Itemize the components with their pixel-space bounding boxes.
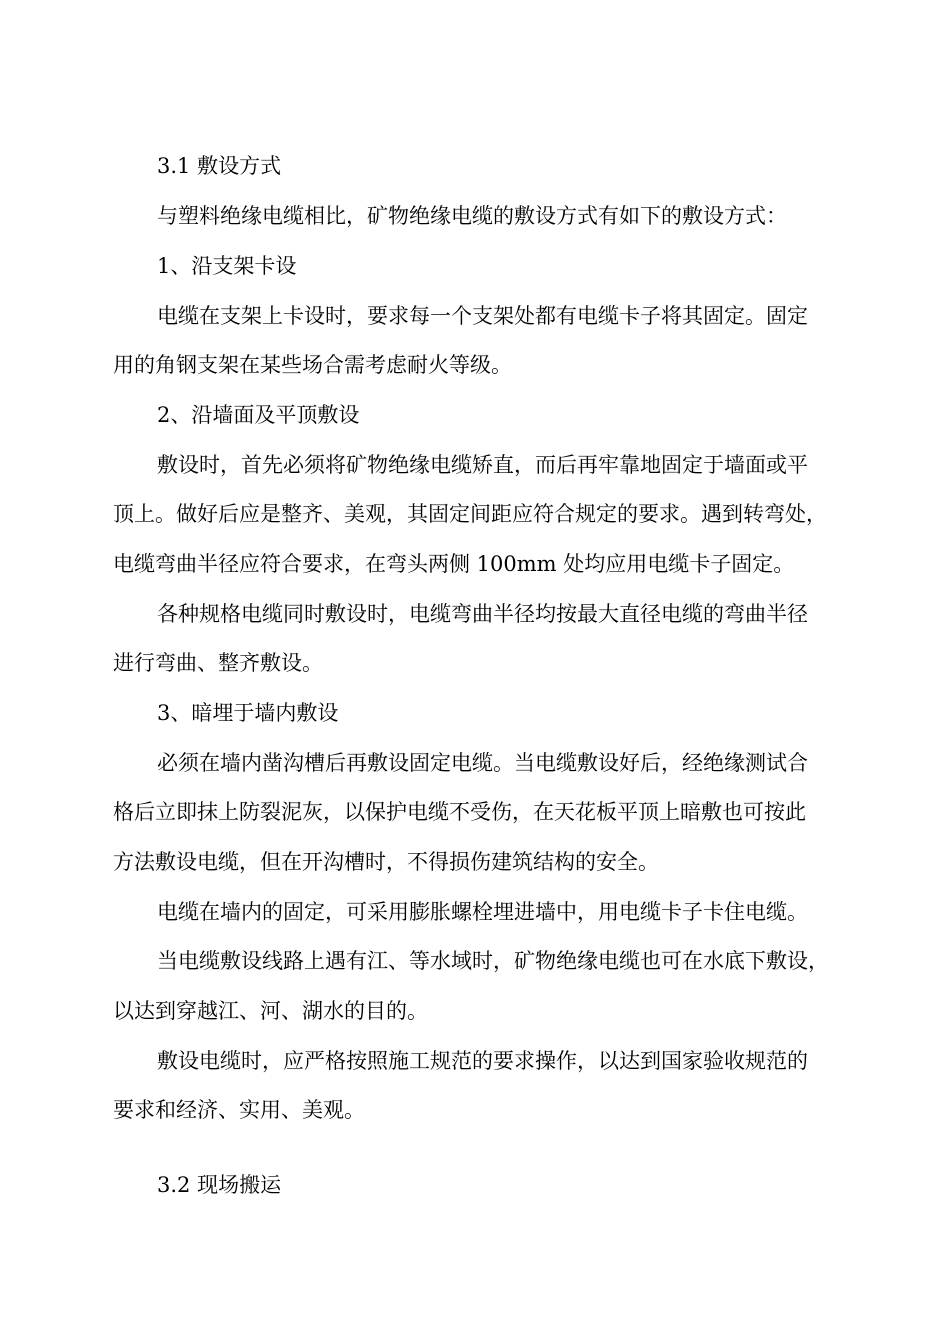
paragraph-line: 用的角钢支架在某些场合需考虑耐火等级。 bbox=[113, 353, 512, 377]
paragraph-line: 敷设时，首先必须将矿物绝缘电缆矫直，而后再牢靠地固定于墙面或平 bbox=[157, 453, 808, 477]
paragraph-line: 方法敷设电缆，但在开沟槽时，不得损伤建筑结构的安全。 bbox=[113, 850, 659, 874]
item-title: 1、沿支架卡设 bbox=[157, 254, 297, 278]
paragraph-line: 顶上。做好后应是整齐、美观，其固定间距应符合规定的要求。遇到转弯处， bbox=[113, 502, 827, 526]
paragraph-line: 当电缆敷设线路上遇有江、等水域时，矿物绝缘电缆也可在水底下敷设， bbox=[157, 949, 829, 973]
paragraph-line: 电缆在支架上卡设时，要求每一个支架处都有电缆卡子将其固定。固定 bbox=[157, 304, 808, 328]
paragraph-line: 格后立即抹上防裂泥灰，以保护电缆不受伤，在天花板平顶上暗敷也可按此 bbox=[113, 800, 806, 824]
paragraph-line: 必须在墙内凿沟槽后再敷设固定电缆。当电缆敷设好后，经绝缘测试合 bbox=[157, 751, 808, 775]
section-heading: 3.2 现场搬运 bbox=[157, 1173, 282, 1197]
paragraph-line: 进行弯曲、整齐敷设。 bbox=[113, 651, 323, 675]
item-title: 2、沿墙面及平顶敷设 bbox=[157, 403, 360, 427]
paragraph-line: 电缆在墙内的固定，可采用膨胀螺栓埋进墙中，用电缆卡子卡住电缆。 bbox=[157, 900, 808, 924]
paragraph-line: 电缆弯曲半径应符合要求，在弯头两侧 100mm 处均应用电缆卡子固定。 bbox=[113, 552, 795, 576]
paragraph-line: 各种规格电缆同时敷设时，电缆弯曲半径均按最大直径电缆的弯曲半径 bbox=[157, 602, 808, 626]
section-heading: 3.1 敷设方式 bbox=[157, 154, 282, 178]
item-title: 3、暗埋于墙内敷设 bbox=[157, 701, 339, 725]
paragraph-line: 以达到穿越江、河、湖水的目的。 bbox=[113, 999, 428, 1023]
paragraph-line: 敷设电缆时，应严格按照施工规范的要求操作，以达到国家验收规范的 bbox=[157, 1049, 808, 1073]
paragraph-line: 要求和经济、实用、美观。 bbox=[113, 1098, 365, 1122]
intro-paragraph: 与塑料绝缘电缆相比，矿物绝缘电缆的敷设方式有如下的敷设方式： bbox=[157, 204, 787, 228]
